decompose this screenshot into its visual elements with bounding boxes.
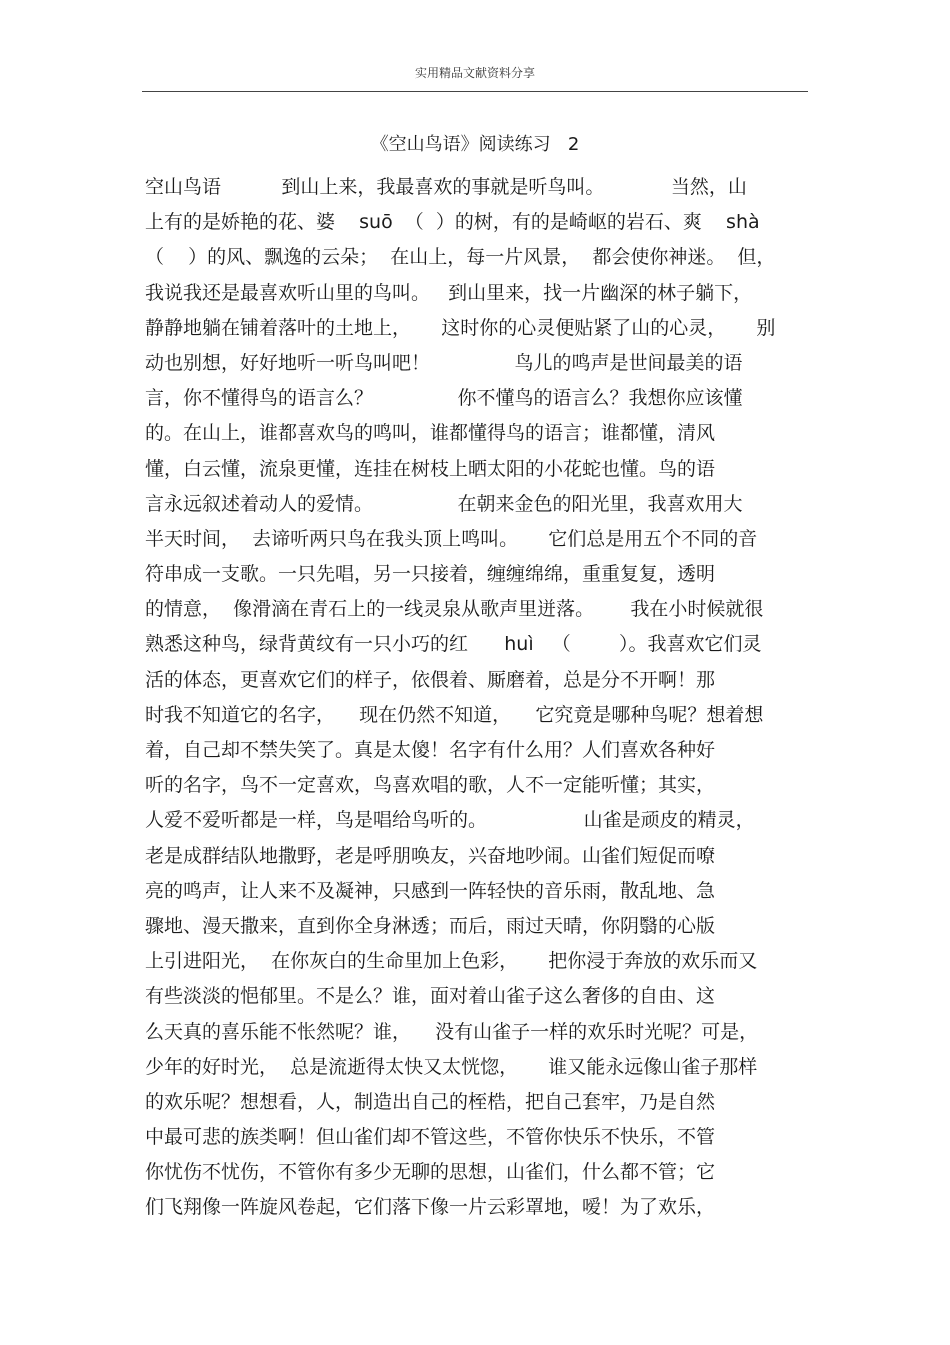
text-line: 上有的是娇艳的花、婆 suō （ ）的树，有的是崎岖的岩石、爽 shà — [145, 211, 760, 234]
text-line: 的情意， 像滑滴在青石上的一线灵泉从歌声里迸落。 我在小时候就很 — [145, 598, 764, 621]
text-line: 么天真的喜乐能不怅然呢？谁， 没有山雀子一样的欢乐时光呢？可是， — [145, 1020, 759, 1043]
text-line: 着，自己却不禁失笑了。真是太傻！名字有什么用？人们喜欢各种好 — [145, 739, 716, 761]
text-line: 静静地躺在铺着落叶的土地上， 这时你的心灵便贴紧了山的心灵， 别 — [145, 316, 776, 339]
text-line: 懂，白云懂，流泉更懂，连挂在树枝上晒太阳的小花蛇也懂。鸟的语 — [145, 457, 716, 480]
text-line: 熟悉这种鸟，绿背黄纹有一只小巧的红 huì （ ）。我喜欢它们灵 — [145, 633, 762, 656]
text-line: 活的体态，更喜欢它们的样子，依偎着、厮磨着，总是分不开啊！那 — [145, 668, 716, 691]
text-line: 半天时间， 去谛听两只鸟在我头顶上鸣叫。 它们总是用五个不同的音 — [145, 527, 758, 550]
header-rule — [142, 91, 808, 92]
text-line: 的欢乐呢？想想看，人，制造出自己的桎梏，把自己套牢，乃是自然 — [145, 1090, 716, 1113]
page-header: 实用精品文献资料分享 — [414, 66, 535, 80]
text-line: 骤地、漫天撒来，直到你全身淋透；而后，雨过天晴，你阴翳的心版 — [145, 914, 716, 937]
text-line: 听的名字，鸟不一定喜欢，鸟喜欢唱的歌，人不一定能听懂；其实， — [145, 774, 716, 797]
text-line: 老是成群结队地撒野，老是呼朋唤友，兴奋地吵闹。山雀们短促而嘹 — [145, 844, 716, 867]
text-line: 亮的鸣声，让人来不及凝神，只感到一阵轻快的音乐雨，散乱地、急 — [145, 879, 716, 902]
text-line: 们飞翔像一阵旋风卷起，它们落下像一片云彩罩地，嗳！为了欢乐， — [145, 1196, 716, 1219]
text-line: 的。在山上，谁都喜欢鸟的鸣叫，谁都懂得鸟的语言；谁都懂，清风 — [145, 422, 716, 445]
text-line: 言，你不懂得鸟的语言么？ 你不懂鸟的语言么？我想你应该懂 — [145, 387, 743, 410]
article-body — [145, 170, 815, 1226]
text-line: 言永远叙述着动人的爱情。 在朝来金色的阳光里，我喜欢用大 — [145, 492, 743, 515]
text-line: 上引进阳光， 在你灰白的生命里加上色彩， 把你浸于奔放的欢乐而又 — [145, 950, 758, 973]
text-line: 中最可悲的族类啊！但山雀们却不管这些，不管你快乐不快乐，不管 — [145, 1126, 716, 1149]
text-line: 动也别想，好好地听一听鸟叫吧！ 鸟儿的鸣声是世间最美的语 — [145, 351, 743, 374]
text-line: 少年的好时光， 总是流逝得太快又太恍惚， 谁又能永远像山雀子那样 — [145, 1055, 758, 1078]
text-line: 我说我还是最喜欢听山里的鸟叫。 到山里来，找一片幽深的林子躺下， — [145, 281, 753, 304]
document-title: 《空山鸟语》阅读练习 2 — [370, 134, 580, 155]
text-line: 时我不知道它的名字， 现在仍然不知道， 它究竟是哪种鸟呢？想着想 — [145, 703, 764, 726]
text-line: 你忧伤不忧伤，不管你有多少无聊的思想，山雀们，什么都不管；它 — [145, 1161, 716, 1184]
text-line: 空山鸟语 到山上来，我最喜欢的事就是听鸟叫。 当然，山 — [145, 176, 747, 198]
text-line: （ ）的风、飘逸的云朵； 在山上，每一片风景， 都会使你神迷。 但， — [145, 246, 776, 269]
text-line: 人爱不爱听都是一样，鸟是唱给鸟听的。 山雀是顽皮的精灵， — [145, 809, 755, 832]
text-line: 有些淡淡的悒郁里。不是么？谁，面对着山雀子这么奢侈的自由、这 — [145, 985, 716, 1008]
text-line: 符串成一支歌。一只先唱，另一只接着，缠缠绵绵，重重复复，透明 — [145, 563, 716, 586]
